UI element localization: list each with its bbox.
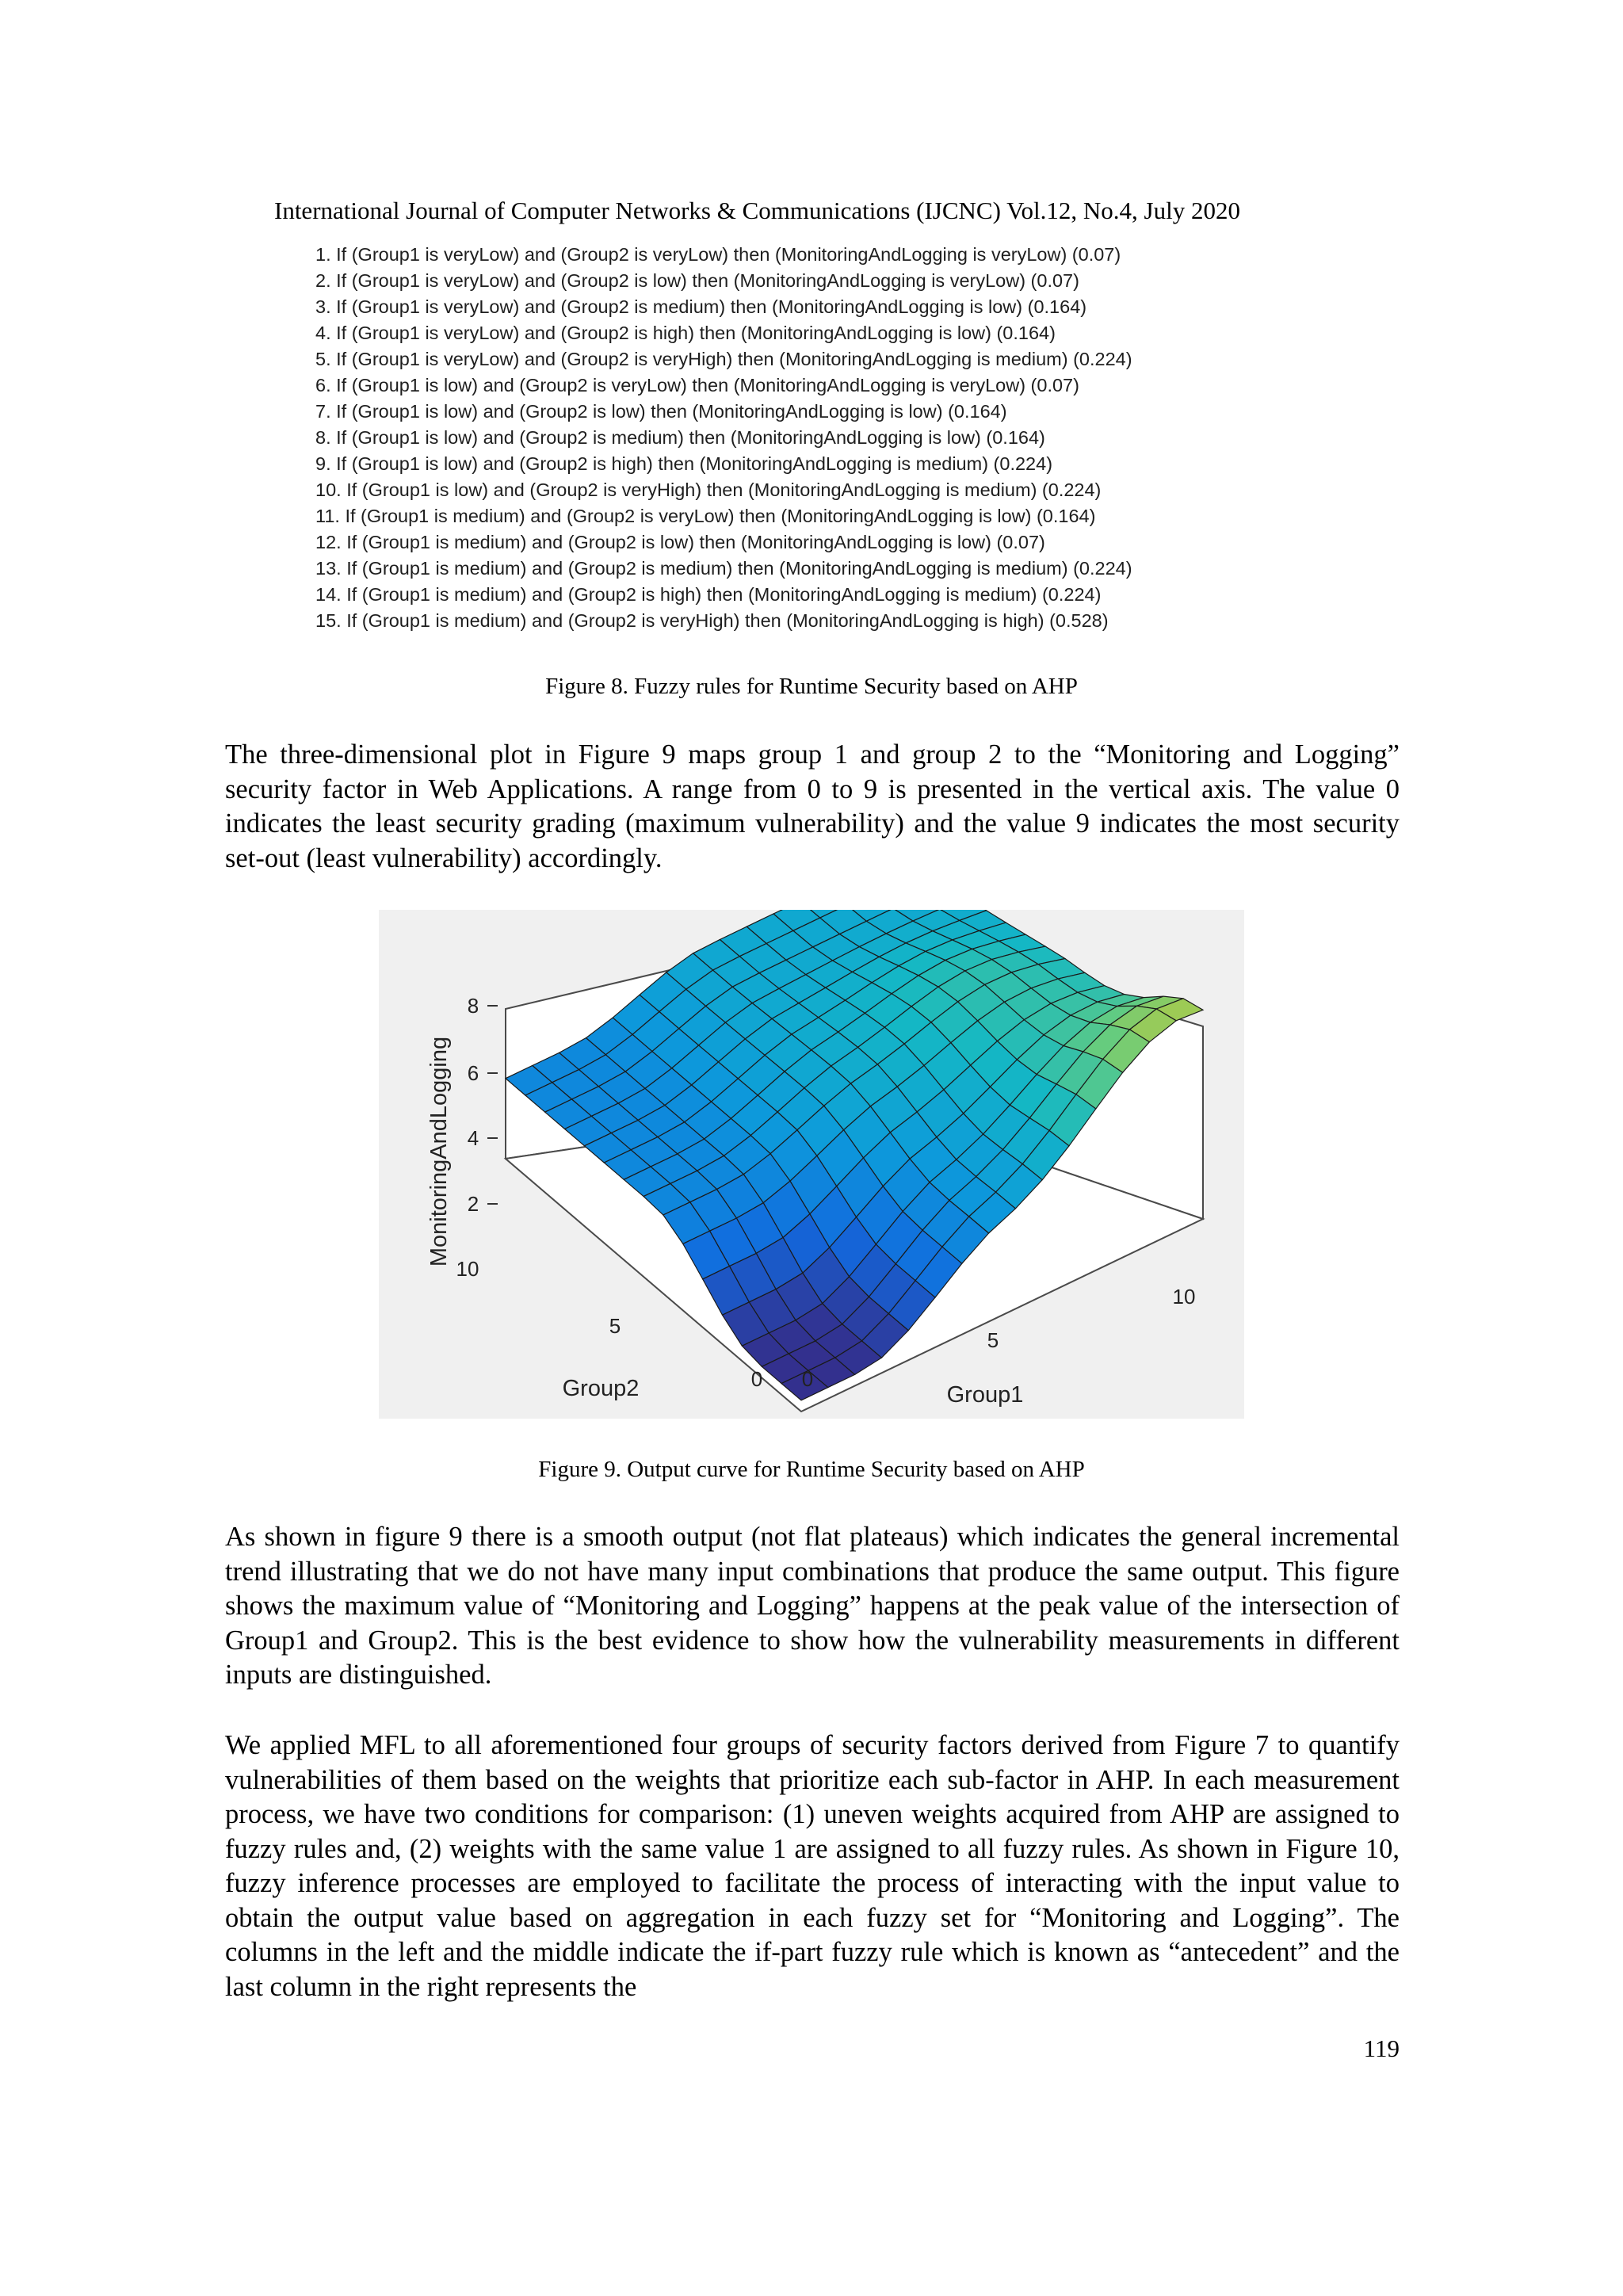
journal-header: International Journal of Computer Networks & Communications (IJCNC) Vol.12, No.4, July 2020 (274, 197, 1240, 224)
fuzzy-rule: 11. If (Group1 is medium) and (Group2 is veryLow) then (MonitoringAndLogging is low) (0.164) (315, 506, 1096, 526)
y-tick-label: 10 (456, 1257, 479, 1281)
x-axis-label: Group1 (946, 1382, 1024, 1408)
fuzzy-rule: 1. If (Group1 is veryLow) and (Group2 is veryLow) then (MonitoringAndLogging is veryLow) (0.07) (315, 244, 1121, 265)
z-tick-label: 8 (467, 994, 479, 1018)
z-tick-label: 4 (467, 1126, 479, 1150)
fuzzy-rule: 7. If (Group1 is low) and (Group2 is low) then (MonitoringAndLogging is low) (0.164) (315, 401, 1007, 422)
z-tick-label: 2 (467, 1192, 479, 1216)
x-tick-label: 5 (987, 1328, 999, 1352)
fuzzy-rule: 15. If (Group1 is medium) and (Group2 is veryHigh) then (MonitoringAndLogging is high) (0.528) (315, 610, 1109, 631)
fuzzy-rule: 13. If (Group1 is medium) and (Group2 is medium) then (MonitoringAndLogging is medium) (0.224) (315, 558, 1132, 579)
z-tick-label: 6 (467, 1061, 479, 1085)
body-paragraph-1: The three-dimensional plot in Figure 9 maps group 1 and group 2 to the “Monitoring and Logging” security factor in Web Applications. A range from 0 to 9 is presented in the vertical axis. The value 0 indicates the least security grading (maximum vulnerability) and the value 9 indicates the most security set-out (least vulnerability) accordingly. (225, 739, 1400, 873)
body-paragraph-3: We applied MFL to all aforementioned four groups of security factors derived from Figure 7 to quantify vulnerabilities of them based on the weights that prioritize each sub-factor in AHP. In each measurement process, we have two conditions for comparison: (1) uneven weights acquired from AHP are assigned to fuzzy rules and, (2) weights with the same value 1 are assigned to all fuzzy rules. As shown in Figure 10, fuzzy inference processes are employed to facilitate the process of interacting with the input value to obtain the output value based on aggregation in each fuzzy set for “Monitoring and Logging”. The columns in the left and the middle indicate the if-part fuzzy rule which is known as “antecedent” and the last column in the right represents the (225, 1730, 1400, 2002)
fuzzy-rule: 3. If (Group1 is veryLow) and (Group2 is medium) then (MonitoringAndLogging is low) (0.164) (315, 296, 1087, 317)
figure-9-surface-plot (379, 910, 1244, 1419)
x-tick-label: 10 (1172, 1285, 1196, 1308)
fuzzy-rule: 6. If (Group1 is low) and (Group2 is veryLow) then (MonitoringAndLogging is veryLow) (0.07) (315, 375, 1079, 395)
y-tick-label: 5 (609, 1314, 621, 1338)
fuzzy-rule: 4. If (Group1 is veryLow) and (Group2 is high) then (MonitoringAndLogging is low) (0.164) (315, 323, 1056, 343)
fuzzy-rule: 14. If (Group1 is medium) and (Group2 is high) then (MonitoringAndLogging is medium) (0.224) (315, 584, 1102, 605)
fuzzy-rule: 9. If (Group1 is low) and (Group2 is high) then (MonitoringAndLogging is medium) (0.224) (315, 453, 1053, 474)
fuzzy-rule: 2. If (Group1 is veryLow) and (Group2 is low) then (MonitoringAndLogging is veryLow) (0.07) (315, 270, 1079, 291)
fuzzy-rule: 5. If (Group1 is veryLow) and (Group2 is veryHigh) then (MonitoringAndLogging is medium) (0.224) (315, 349, 1132, 369)
surface-plot-canvas (379, 910, 1244, 1419)
y-tick-label: 0 (750, 1367, 763, 1391)
fuzzy-rules-list (315, 242, 1346, 634)
y-axis-label: Group2 (562, 1376, 640, 1401)
page-number: 119 (1363, 2034, 1400, 2062)
z-axis-label: MonitoringAndLogging (426, 1036, 452, 1267)
figure-9-caption: Figure 9. Output curve for Runtime Security based on AHP (538, 1457, 1085, 1482)
x-tick-label: 0 (801, 1367, 814, 1391)
fuzzy-rule: 12. If (Group1 is medium) and (Group2 is low) then (MonitoringAndLogging is low) (0.07) (315, 532, 1045, 552)
figure-8-caption: Figure 8. Fuzzy rules for Runtime Security based on AHP (545, 674, 1078, 699)
body-paragraph-2: As shown in figure 9 there is a smooth output (not flat plateaus) which indicates the general incremental trend illustrating that we do not have many input combinations that produce the same output. This figure shows the maximum value of “Monitoring and Logging” happens at the peak value of the intersection of Group1 and Group2. This is the best evidence to show how the vulnerability measurements in different inputs are distinguished. (225, 1522, 1400, 1690)
fuzzy-rule: 8. If (Group1 is low) and (Group2 is medium) then (MonitoringAndLogging is low) (0.164) (315, 427, 1045, 448)
fuzzy-rule: 10. If (Group1 is low) and (Group2 is veryHigh) then (MonitoringAndLogging is medium) (0.224) (315, 479, 1102, 500)
